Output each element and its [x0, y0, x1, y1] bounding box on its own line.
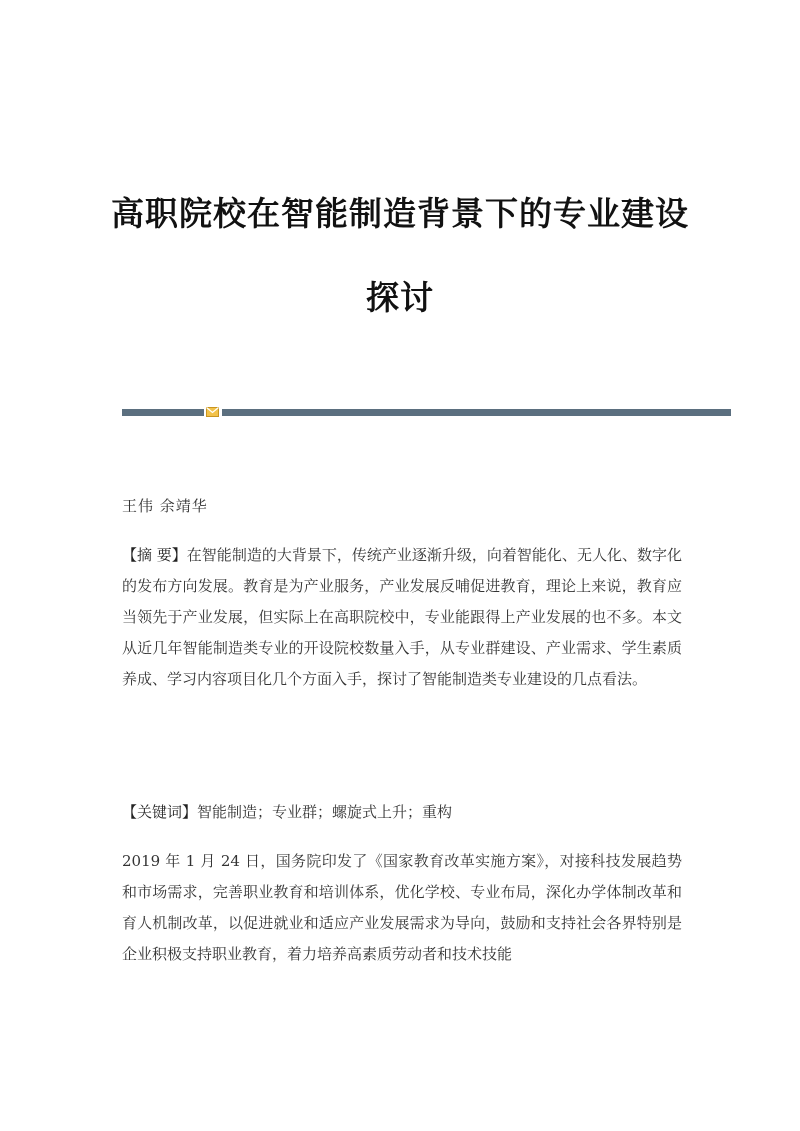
page-title-line-2: 探讨: [366, 278, 434, 317]
abstract-label: 【摘 要】: [122, 546, 187, 564]
keywords-text: 智能制造；专业群；螺旋式上升；重构: [197, 803, 453, 821]
authors: 王伟 余靖华: [122, 497, 208, 515]
body-paragraph: 2019 年 1 月 24 日，国务院印发了《国家教育改革实施方案》，对接科技发展趋势和市场需求，完善职业教育和培训体系，优化学校、专业布局，深化办学体制改革和育人机制改革，以促进就业和适应产业发展需求为导向，鼓励和支持社会各界特别是企业积极支持职业教育，着力培养高素质劳动者和技术技能: [122, 852, 682, 963]
envelope-icon: [206, 406, 219, 418]
keywords: [122, 797, 682, 828]
divider-bar-left: [122, 409, 204, 416]
page-title-line-1: 高职院校在智能制造背景下的专业建设: [111, 194, 689, 233]
divider-bar-right: [222, 409, 731, 416]
abstract: [122, 540, 682, 695]
keywords-label: 【关键词】: [122, 803, 198, 821]
abstract-text: 在智能制造的大背景下，传统产业逐渐升级，向着智能化、无人化、数字化的发布方向发展。教育是为产业服务，产业发展反哺促进教育，理论上来说，教育应当领先于产业发展，但实际上在高职院校中，专业能跟得上产业发展的也不多。本文从近几年智能制造类专业的开设院校数量入手，从专业群建设、产业需求、学生素质养成、学习内容项目化几个方面入手，探讨了智能制造类专业建设的几点看法。: [122, 546, 682, 688]
